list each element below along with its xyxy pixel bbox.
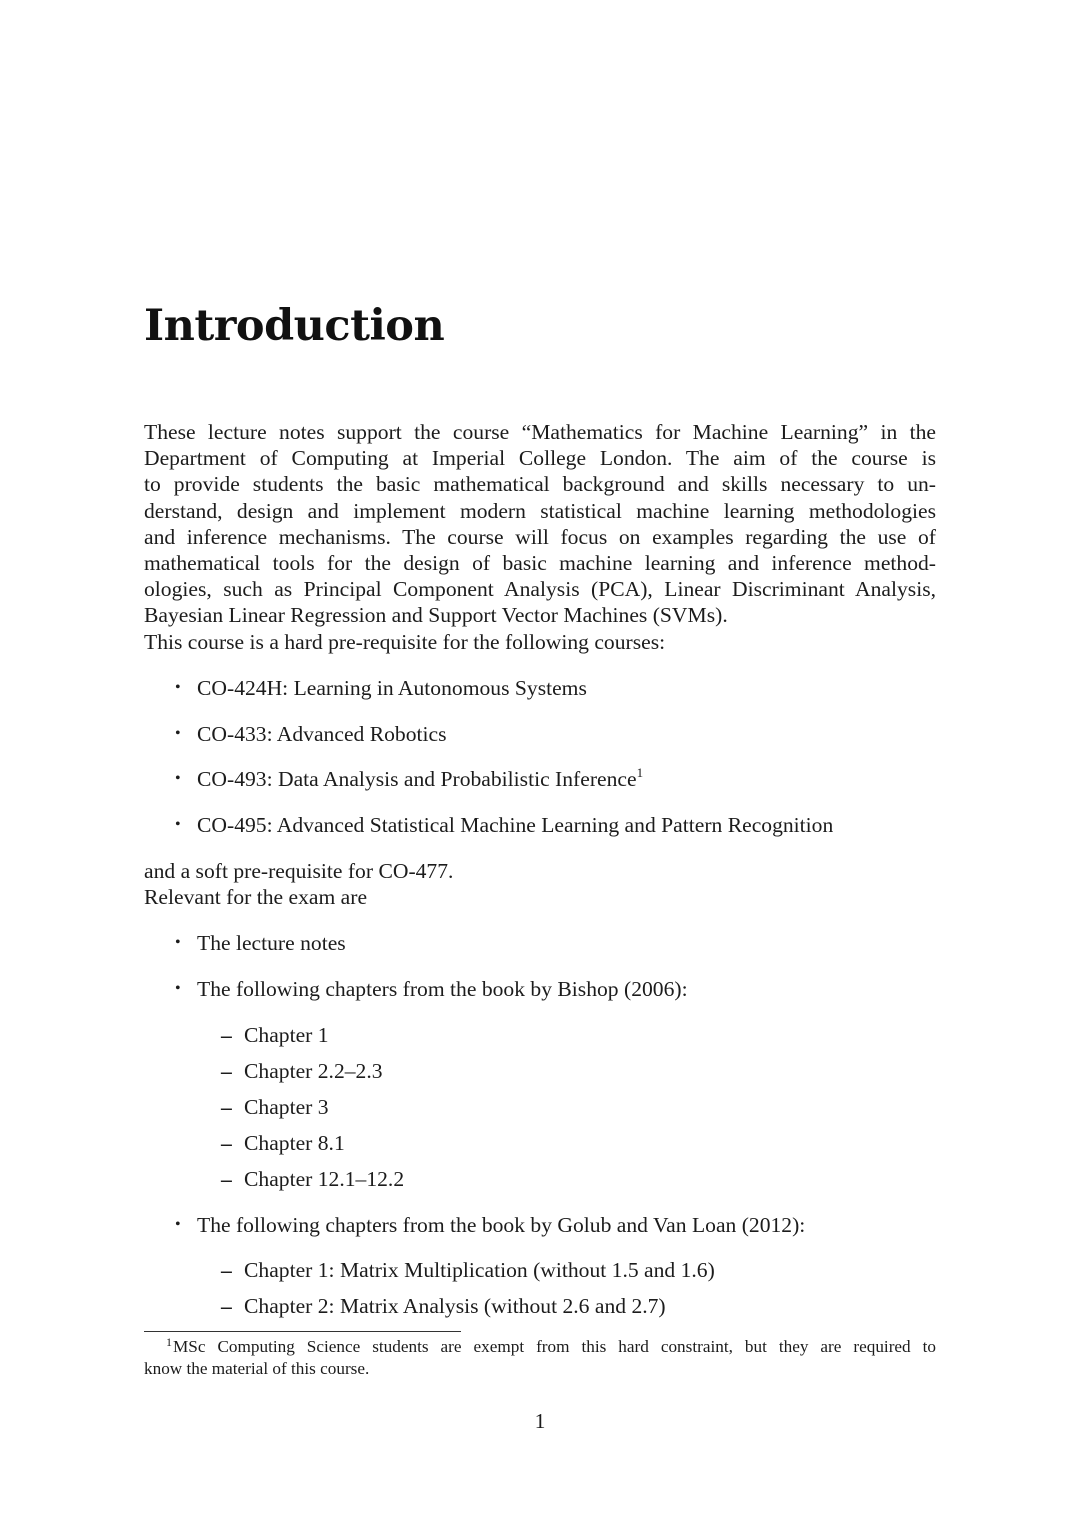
- sublist-item: [221, 1166, 405, 1192]
- bullet-icon: •: [175, 816, 181, 833]
- paragraph-line: to provide students the basic mathematical background and skills necessary to un-: [144, 472, 936, 497]
- footnote-mark: 1: [166, 1335, 172, 1349]
- sublist-item: [221, 1094, 329, 1120]
- bullet-icon: •: [175, 934, 181, 951]
- list-item: [175, 930, 346, 956]
- paragraph-line: Relevant for the exam are: [144, 885, 368, 910]
- sublist-item: [221, 1022, 329, 1048]
- dash-icon: –: [221, 1167, 232, 1191]
- footnote: [144, 1336, 936, 1379]
- dash-icon: –: [221, 1131, 232, 1155]
- bullet-icon: •: [175, 980, 181, 997]
- dash-icon: –: [221, 1294, 232, 1318]
- intro-paragraph: [144, 419, 936, 655]
- exam-item-label: The lecture notes: [197, 931, 346, 955]
- paragraph-line: Department of Computing at Imperial College London. The aim of the course is: [144, 446, 936, 471]
- bullet-icon: •: [175, 770, 181, 787]
- dash-icon: –: [221, 1023, 232, 1047]
- course-label: CO-424H: Learning in Autonomous Systems: [197, 676, 587, 700]
- paragraph-line: mathematical tools for the design of basic machine learning and inference method-: [144, 550, 936, 575]
- sublist-item: [221, 1130, 345, 1156]
- footnote-line: [144, 1336, 936, 1358]
- course-label: CO-495: Advanced Statistical Machine Learning and Pattern Recognition: [197, 813, 834, 837]
- chapter-label: Chapter 2: Matrix Analysis (without 2.6 and 2.7): [244, 1294, 666, 1318]
- chapter-label: Chapter 12.1–12.2: [244, 1167, 405, 1191]
- soft-prerequisite-paragraph: [144, 858, 936, 910]
- footnote-text: MSc Computing Science students are exempt from this hard constraint, but they are required to: [173, 1337, 936, 1356]
- list-item: [175, 812, 834, 838]
- dash-icon: –: [221, 1258, 232, 1282]
- footnote-divider: [144, 1331, 461, 1332]
- dash-icon: –: [221, 1095, 232, 1119]
- footnote-line: know the material of this course.: [144, 1358, 370, 1378]
- course-label: CO-493: Data Analysis and Probabilistic Inference: [197, 767, 637, 791]
- bullet-icon: •: [175, 1216, 181, 1233]
- paragraph-line: These lecture notes support the course “Mathematics for Machine Learning” in the: [144, 420, 936, 444]
- bullet-icon: •: [175, 725, 181, 742]
- chapter-title: Introduction: [144, 301, 445, 351]
- chapter-label: Chapter 8.1: [244, 1131, 345, 1155]
- dash-icon: –: [221, 1059, 232, 1083]
- list-item: [175, 976, 688, 1002]
- page-number: 1: [534, 1409, 546, 1433]
- paragraph-line: and a soft pre-requisite for CO-477.: [144, 859, 454, 883]
- sublist-item: [221, 1058, 383, 1084]
- paragraph-line: ologies, such as Principal Component Analysis (PCA), Linear Discriminant Analysis,: [144, 577, 936, 602]
- course-label: CO-433: Advanced Robotics: [197, 722, 447, 746]
- footnote-reference[interactable]: 1: [636, 765, 644, 780]
- paragraph-line: derstand, design and implement modern statistical machine learning methodologies: [144, 498, 936, 523]
- exam-item-label: The following chapters from the book by Bishop (2006):: [197, 977, 688, 1001]
- chapter-label: Chapter 1: Matrix Multiplication (without 1.5 and 1.6): [244, 1258, 715, 1282]
- list-item: [175, 721, 447, 747]
- chapter-label: Chapter 2.2–2.3: [244, 1059, 383, 1083]
- paragraph-line: This course is a hard pre-requisite for the following courses:: [144, 629, 666, 654]
- chapter-label: Chapter 3: [244, 1095, 329, 1119]
- list-item: [175, 1212, 806, 1238]
- exam-item-label: The following chapters from the book by Golub and Van Loan (2012):: [197, 1213, 806, 1237]
- sublist-item: [221, 1257, 715, 1283]
- bullet-icon: •: [175, 679, 181, 696]
- paragraph-line: Bayesian Linear Regression and Support Vector Machines (SVMs).: [144, 603, 728, 628]
- list-item: [175, 765, 644, 792]
- sublist-item: [221, 1293, 666, 1319]
- paragraph-line: and inference mechanisms. The course will focus on examples regarding the use of: [144, 524, 936, 549]
- list-item: [175, 675, 587, 701]
- chapter-label: Chapter 1: [244, 1023, 329, 1047]
